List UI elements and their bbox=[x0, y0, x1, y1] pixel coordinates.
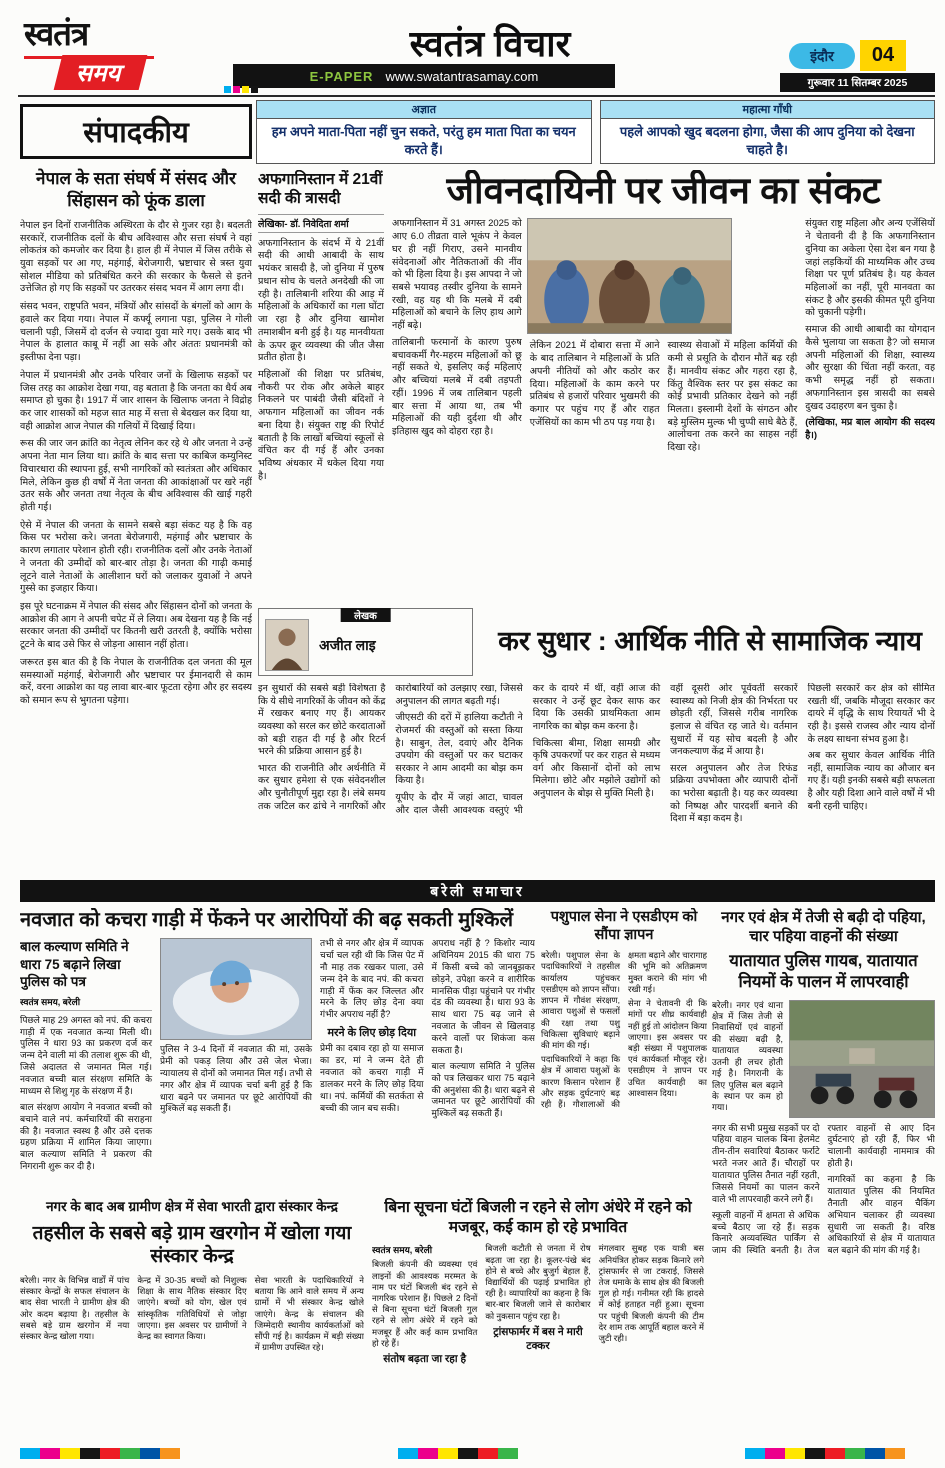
body-paragraph: तालिबानी फरमानों के कारण पुरुष बचावकर्मी गैर-महरम महिलाओं को छू नहीं सकते थे, इसलिए कई महिलाएं और बच्चियां मलबे में दबी तड़पती रहीं। 1996 में जब तालिबान पहली बार सत्ता में आया था, तब भी महिलाओं की यही दुर्दशा थी और इतिहास खुद को दोहरा रहा है। bbox=[392, 336, 522, 437]
main-article-columns bbox=[392, 218, 935, 604]
sub-headline: संतोष बढ़ता जा रहा है bbox=[383, 1353, 467, 1366]
power-headline: बिना सूचना घंटों बिजली न रहने से लोग अंधेरे में रहने को मजबूर, कई काम हो रहे प्रभावित bbox=[384, 1199, 692, 1237]
quote-boxes bbox=[256, 100, 935, 164]
body-paragraph: ऐसे में नेपाल की जनता के सामने सबसे बड़ा संकट यह है कि वह किस पर भरोसा करे। जनता बेरोजगारी, महंगाई और भ्रष्टाचार के कारण लगातार परेशान होती रही। राजनीतिक दलों और उनके नेताओं ने जनता की उम्मीदों को बार-बार तोड़ा है। जनता की गाढ़ी कमाई लूटने वाले नेताओं के आलीशान घरों को जलाकर युवाओं ने अपने गुस्से का इजहार किया। bbox=[20, 519, 252, 595]
baby-photo bbox=[160, 938, 312, 1040]
editorial-headline: नेपाल के सता संघर्ष में संसद और सिंहासन को फूंक डाला bbox=[36, 169, 236, 211]
body-paragraph: वहीं दूसरी ओर पूर्ववर्ती सरकारें स्वास्थ्य को निजी क्षेत्र की निर्भरता पर छोड़ती रहीं, जिससे गरीब नागरिक इलाज से वंचित रह जाते थे। वर्तमान सुधारों में यह सोच बदली है और जनकल्याण केंद्र में आया है। bbox=[670, 683, 798, 758]
body-paragraph: अफगानिस्तान में 31 अगस्त 2025 को आए 6.0 तीव्रता वाले भूकंप ने केवल घर ही नहीं गिराए, उसने मानवीय संवेदनाओं और नैतिकताओं की नींव को भी हिला दिया है। इस आपदा ने जो सबसे भयावह तस्वीर दुनिया के सामने रखी, वह यह थी कि मलबे में दबी महिलाओं को बचाने के लिए हाथ आगे नहीं बढ़े। bbox=[392, 218, 522, 332]
body-paragraph: अपराध नहीं है ? किशोर न्याय अधिनियम 2015 की धारा 75 में किसी बच्चे को जानबूझकर छोड़ने, उपेक्षा करने व शारीरिक मानसिक पीड़ा पहुंचाने पर गंभीर दंड की व्यवस्था है। धारा 93 के साथ धारा 75 बढ़ जाने से नवजात के जीवन से खिलवाड़ करने वालों पर शिकंजा कस सकता है। bbox=[431, 938, 535, 1055]
traffic-headline-1: नगर एवं क्षेत्र में तेजी से बढ़ी दो पहिया, चार पहिया वाहनों की संख्या bbox=[721, 909, 926, 946]
traffic-headline-2: यातायात पुलिस गायब, यातायात नियमों के पालन में लापरवाही bbox=[729, 952, 918, 992]
article-column bbox=[805, 218, 935, 604]
pashupal-headline: पशुपाल सेना ने एसडीएम को सौंपा ज्ञापन bbox=[550, 909, 698, 944]
epaper-label: E-PAPER bbox=[309, 68, 374, 84]
body-paragraph: बरेली। नगर के विभिन्न वार्डों में पांच संस्कार केन्द्रों के सफल संचालन के बाद सेवा भारती ने ग्रामीण क्षेत्र की ओर कदम बढ़ाया है। तहसील के सबसे बड़े ग्राम खरगोन में नया संस्कार केन्द्र खोला गया। bbox=[20, 1275, 130, 1342]
registration-marks bbox=[224, 86, 258, 93]
quote-author: महात्मा गाँधी bbox=[601, 101, 935, 119]
body-paragraph: मंगलवार सुबह एक यात्री बस अनियंत्रित होकर सड़क किनारे लगे ट्रांसफार्मर से जा टकराई, जिससे तेज धमाके के साथ क्षेत्र की बिजली गुल हो गई। गनीमत रही कि हादसे में कोई हताहत नहीं हुआ। सूचना पर पहुंची बिजली कंपनी की टीम देर शाम तक आपूर्ति बहाल करने में जुटी रही। bbox=[598, 1243, 704, 1344]
tax-headline: कर सुधार : आर्थिक नीति से सामाजिक न्याय bbox=[498, 626, 922, 657]
traffic-photo-row bbox=[712, 1000, 935, 1118]
body-paragraph: इस पूरे घटनाक्रम में नेपाल की संसद और सिंहासन दोनों को जनता के आक्रोश की आग ने अपनी चपेट में ले लिया। अब देखना यह है कि नई सरकार जनता की उम्मीदों पर कितनी खरी उतरती है, क्योंकि भरोसा टूटने के बाद उसे फिर से जोड़ना आसान नहीं होता। bbox=[20, 601, 252, 651]
sanskar-headline: तहसील के सबसे बड़े ग्राम खरगोन में खोला गया संस्कार केन्द्र bbox=[32, 1222, 352, 1268]
traffic-article bbox=[712, 908, 935, 1442]
quote-text: पहले आपको खुद बदलना होगा, जैसा की आप दुनिया को देखना चाहते है। bbox=[619, 124, 915, 157]
paper-title: स्वतंत्र विचार bbox=[409, 23, 571, 64]
body-paragraph: संयुक्त राष्ट्र महिला और अन्य एजेंसियों ने चेतावनी दी है कि अफगानिस्तान दुनिया का अकेला ऐसा देश बन गया है जहां लड़कियों की माध्यमिक और उच्च शिक्षा पर पूर्ण प्रतिबंध है। यह केवल महिलाओं का नहीं, पूरी मानवता का संकट है और इसकी कीमत पूरी दुनिया को चुकानी पड़ेगी। bbox=[805, 218, 935, 319]
body-paragraph: लेकिन 2021 में दोबारा सत्ता में आने के बाद तालिबान ने महिलाओं के प्रति अपनी नीतियों को और कठोर कर दिया। महिलाओं के काम करने पर प्रतिबंध से हजारों परिवार भुखमरी की कगार पर पहुंच गए हैं और राहत एजेंसियों का काम भी ठप पड़ गया है। bbox=[529, 340, 660, 428]
sanskar-body bbox=[20, 1275, 364, 1431]
traffic-body bbox=[712, 1123, 935, 1391]
epaper-bar bbox=[233, 64, 615, 88]
body-paragraph: नगर की सभी प्रमुख सड़कों पर दो पहिया वाहन चालक बिना हेलमेट तीन-तीन सवारियां बैठाकर फर्राटे भरते नजर आते हैं। चौराहों पर यातायात पुलिस तैनात नहीं रहती, जिससे नियमों का पालन करने वाले भी लापरवाही करने लगे हैं। bbox=[712, 1122, 820, 1204]
body-paragraph: महिलाओं की शिक्षा पर प्रतिबंध, नौकरी पर रोक और अकेले बाहर निकलने पर पाबंदी जैसी बंदिशों ने अफगान महिलाओं का जीवन नर्क बना दिया है। संयुक्त राष्ट्र की रिपोर्ट बताती है कि लाखों बच्चियां स्कूलों से वंचित कर दी गई हैं और उनका भविष्य अंधकार में धकेल दिया गया है। bbox=[258, 368, 384, 482]
main-article bbox=[258, 170, 935, 604]
newborn-subhead: बाल कल्याण समिति ने धारा 75 बढ़ाने लिखा पुलिस को पत्र bbox=[20, 939, 129, 990]
power-body bbox=[372, 1243, 704, 1435]
body-paragraph: नागरिकों का कहना है कि यातायात पुलिस की नियमित तैनाती और वाहन चैकिंग अभियान चलाकर ही व्यवस्था सुधारी जा सकती है। वरिष्ठ अधिकारियों से क्षेत्र में यातायात बल बढ़ाने की मांग की गई है। bbox=[827, 1174, 935, 1256]
body-paragraph: जरूरत इस बात की है कि नेपाल के राजनीतिक दल जनता की मूल समस्याओं महंगाई, बेरोजगारी और भ्रष्टाचार पर ईमानदारी से काम करें, वरना आक्रोश का यह लावा बार-बार फूटता रहेगा और हर सदस्य को समान रूप से भुगतना पड़ेगा। bbox=[20, 656, 252, 707]
main-article-kicker-column bbox=[258, 170, 384, 604]
print-color-bar bbox=[745, 1448, 905, 1459]
article-kicker: अफगानिस्तान में 21वीं सदी की त्रासदी bbox=[258, 171, 383, 208]
author-photo bbox=[265, 619, 309, 671]
body-paragraph: पिछले माह 29 अगस्त को नपं. की कचरा गाड़ी में एक नवजात कन्या मिली थी। पुलिस ने धारा 93 का प्रकरण दर्ज कर जन्म देने वाली मां की तलाश शुरू की थी, जिसे अदालत से जमानत मिल गई। नवजात बच्ची बाल संरक्षण समिति के माध्यम से शिशु गृह के संरक्षण में है। bbox=[20, 1014, 152, 1096]
body-paragraph: रूस की जार जन क्रांति का नेतृत्व लेनिन कर रहे थे और जनता ने उन्हें अपना नेता मान लिया था। क्रांति के बाद सत्ता पर काबिज कम्युनिस्ट विचारधारा की स्थापना हुई, सभी नागरिकों को स्वतंत्रता और अधिकार मिले, लेकिन कुछ ही वर्षों में नेता जनता की आकांक्षाओं पर खरे नहीं उतर सके और जनता तथा नेतृत्व के बीच अविश्वास की खाई गहरी होती गई। bbox=[20, 438, 252, 513]
edition-badge: इंदौर bbox=[789, 43, 855, 69]
body-paragraph: सेना ने चेतावनी दी कि मांगों पर शीघ्र कार्यवाही नहीं हुई तो आंदोलन किया जाएगा। इस अवसर पर बड़ी संख्या में पशुपालक एवं कार्यकर्ता मौजूद रहे। एसडीएम ने ज्ञापन पर उचित कार्यवाही का आश्वासन दिया। bbox=[628, 998, 707, 1098]
logo-text-top: स्वतंत्र bbox=[24, 15, 89, 52]
body-paragraph: नेपाल में प्रधानमंत्री और उनके परिवार जनों के खिलाफ सड़कों पर जिस तरह का आक्रोश देखा गया, वह बताता है कि जनता का धैर्य अब समाप्त हो चुका है। 1917 में जार शासन के खिलाफ जनता ने विद्रोह कर जार शासकों को महज सात माह में सत्ता से बेदखल कर दिया था, वही आक्रोश आज नेपाल की गलियों में दिखाई दिया। bbox=[20, 369, 252, 432]
article-byline: स्वतंत्र समय, बरेली bbox=[20, 995, 152, 1011]
quote-box-unknown bbox=[256, 100, 592, 164]
article-photo bbox=[527, 218, 732, 334]
main-article-right bbox=[392, 170, 935, 604]
body-paragraph: बिजली कंपनी की व्यवस्था एवं लाइनों की आवश्यक मरम्मत के नाम पर घंटों बिजली बंद रहने से नागरिक परेशान हैं। पिछले 2 दिनों से बिना सूचना घंटों बिजली गुल रहने से लोग अंधेरे में रहने को मजबूर हैं और कई काम प्रभावित हो रहे हैं। bbox=[372, 1259, 478, 1348]
pashupal-article bbox=[541, 908, 707, 1194]
body-paragraph: यूपीए के दौर में जहां आटा, चावल और दाल जैसी आवश्यक वस्तुएं भी कर के दायरे में थीं, वहीं आज की सरकार ने उन्हें छूट देकर साफ कर दिया कि उसकी प्राथमिकता आम नागरिक का बोझ कम करना है। bbox=[395, 683, 661, 816]
body-paragraph: बाल संरक्षण आयोग ने नवजात बच्ची को बचाने वाले नपं. कर्मचारियों की सराहना की है। नवजात स्वस्थ है और उसे दत्तक ग्रहण प्रक्रिया में शामिल किया जाएगा। बाल कल्याण समिति ने प्रकरण की निगरानी शुरू कर दी है। bbox=[20, 1101, 152, 1172]
quote-author: अज्ञात bbox=[257, 101, 591, 119]
body-paragraph: बरेली। पशुपाल सेना के पदाधिकारियों ने तहसील कार्यालय पहुंचकर एसडीएम को ज्ञापन सौंपा। ज्ञापन में गौवंश संरक्षण, आवारा पशुओं से फसलों की रक्षा तथा पशु चिकित्सा सुविधाएं बढ़ाने की मांग की गई। bbox=[541, 950, 620, 1050]
article-column bbox=[160, 938, 312, 1177]
article-byline: स्वतंत्र समय, बरेली bbox=[372, 1245, 433, 1256]
article-column bbox=[320, 938, 424, 1177]
body-paragraph: इन सुधारों की सबसे बड़ी विशेषता है कि ये सीधे नागरिकों के जीवन को केंद्र में रखकर बनाए गए हैं। आयकर व्यवस्था को सरल कर छोटे करदाताओं को बड़ी राहत दी गई है और रिटर्न भरने की प्रक्रिया आसान हुई है। bbox=[258, 683, 386, 758]
tax-article-header bbox=[258, 608, 935, 676]
article-byline: लेखिका- डॉ. निवेदिता शर्मा bbox=[258, 214, 384, 233]
body-paragraph: सरल अनुपालन और तेज रिफंड प्रक्रिया उपभोक्ता और व्यापारी दोनों का भरोसा बढ़ाती है। यह कर व्यवस्था को निष्पक्ष और पारदर्शी बनाने की दिशा में बड़ा कदम है। bbox=[670, 762, 798, 825]
article-column bbox=[432, 938, 536, 1177]
body-paragraph: संसद भवन, राष्ट्रपति भवन, मंत्रियों और सांसदों के बंगलों को आग के हवाले कर दिया गया। नेपाल में कर्फ्यू लगाना पड़ा, पुलिस ने गोली चलानी पड़ी, जिसमें दो दर्जन से ज्यादा युवा मारे गए। उसके बाद भी नेपाल के हालात काबू में नहीं आ सके और अंततः प्रधानमंत्री को इस्तीफा देना पड़ा। bbox=[20, 301, 252, 364]
newborn-columns bbox=[20, 938, 535, 1177]
main-headline: जीवनदायिनी पर जीवन का संकट bbox=[446, 170, 881, 211]
sub-headline: ट्रांसफार्मर में बस ने मारी टक्कर bbox=[493, 1325, 583, 1352]
body-paragraph: पुलिस ने 3-4 दिनों में नवजात की मां, उसके प्रेमी को पकड़ लिया और उसे जेल भेजा। न्यायालय से दोनों को जमानत मिल गई। तभी से नगर और क्षेत्र में व्यापक चर्चा बनी हुई है कि धारा बढ़ने पर जमानत पर छूटे आरोपियों की मुश्किलें बढ़ सकती हैं। bbox=[160, 1044, 312, 1114]
newborn-headline: नवजात को कचरा गाड़ी में फेंकने पर आरोपियों की बढ़ सकती मुश्किलें bbox=[20, 909, 514, 931]
traffic-photo bbox=[789, 1000, 935, 1118]
sub-headline: मरने के लिए छोड़ दिया bbox=[327, 1027, 417, 1040]
body-paragraph: भारत की राजनीति और अर्थनीति में कर सुधार हमेशा से एक संवेदनशील और चुनौतीपूर्ण मुद्दा रहा है। लंबे समय तक जटिल कर ढांचे ने नागरिकों और कारोबारियों को उलझाए रखा, जिससे अनुपालन की लागत बढ़ती गई। bbox=[258, 683, 523, 812]
header-divider bbox=[18, 95, 935, 97]
body-paragraph: नेपाल इन दिनों राजनीतिक अस्थिरता के दौर से गुजर रहा है। बदलती सरकारें, राजनीतिक दलों के बीच अविश्वास और सत्ता संघर्ष ने वहां लोकतंत्र को कमजोर कर दिया है। हाल ही में नेपाल में जिस तरीके से युवा सड़कों पर आ गए, महंगाई, बेरोजगारी, भ्रष्टाचार से त्रस्त युवा सोशल मीडिया को प्रतिबंधित करने की सरकार के फैसले से इतने उत्तेजित हो गए कि सड़कों पर उतरकर संसद भवन में आग लगा दी। bbox=[20, 219, 252, 295]
body-paragraph: प्रेमी का दबाव रहा हो या समाज का डर, मां ने जन्म देते ही नवजात को कचरा गाड़ी में डालकर मरने के लिए छोड़ दिया था। नपं. कर्मियों की सतर्कता से बच्ची की जान बच सकी। bbox=[320, 1043, 424, 1113]
tax-article-body bbox=[258, 683, 935, 874]
body-paragraph: स्कूली वाहनों में क्षमता से अधिक बच्चे बैठाए जा रहे हैं। सड़क किनारे अव्यवस्थित पार्किंग से जाम की स्थिति बनती है। तेज रफ्तार वाहनों से आए दिन दुर्घटनाएं हो रही हैं, फिर भी चालानी कार्यवाही नाममात्र की होती है। bbox=[712, 1122, 935, 1256]
website-link[interactable]: www.swatantrasamay.com bbox=[385, 68, 539, 84]
body-paragraph: अब कर सुधार केवल आर्थिक नीति नहीं, सामाजिक न्याय का औजार बन गए हैं। यही इनकी सबसे बड़ी सफलता है और यही दिशा आने वाले वर्षों में भी बनी रहनी चाहिए। bbox=[807, 750, 935, 812]
body-paragraph: पदाधिकारियों ने कहा कि क्षेत्र में आवारा पशुओं के कारण किसान परेशान हैं और सड़क दुर्घटनाएं बढ़ रही हैं। गौशालाओं की क्षमता बढ़ाने और चारागाह की भूमि को अतिक्रमण मुक्त कराने की मांग भी रखी गई। bbox=[541, 950, 707, 1110]
editorial-column bbox=[20, 104, 252, 876]
author-name: अजीत लाइ bbox=[319, 636, 376, 653]
author-footnote: (लेखिका, मप्र बाल आयोग की सदस्य है।) bbox=[805, 417, 935, 441]
sanskar-kicker: नगर के बाद अब ग्रामीण क्षेत्र में सेवा भारती द्वारा संस्कार केन्द्र bbox=[46, 1199, 338, 1214]
body-paragraph: समाज की आधी आबादी का योगदान कैसे भुलाया जा सकता है? जो समाज अपनी महिलाओं की शिक्षा, स्वास्थ्य और सुरक्षा की चिंता नहीं करता, वह कभी समृद्ध नहीं हो सकता। अफगानिस्तान इस त्रासदी का सबसे दुखद उदाहरण बन चुका है। bbox=[805, 324, 935, 412]
body-paragraph: केन्द्र में 30-35 बच्चों को निशुल्क शिक्षा के साथ नैतिक संस्कार दिए जाएंगे। बच्चों को योग, खेल एवं सांस्कृतिक गतिविधियों से जोड़ा जाएगा। इस अवसर पर ग्रामीणों ने केन्द्र का स्वागत किया। bbox=[137, 1275, 247, 1342]
body-paragraph: अफगानिस्तान के संदर्भ में ये 21वीं सदी की आधी आबादी के साथ भयंकर त्रासदी है, जो दुनिया में पुरुष प्रधान सोच के चलते अनदेखी की जा रही है। तालिबानी शरिया की आड़ में महिलाओं के अधिकारों का गला घोंटा जा रहा है और दुनिया खामोश तमाशबीन बनी हुई है। यह मानवीयता के ऊपर क्रूर व्यवस्था की जीत जैसा प्रतीत होता है। bbox=[258, 237, 384, 364]
author-label: लेखक bbox=[340, 608, 391, 622]
masthead-logo bbox=[24, 10, 174, 90]
date-bar: गुरूवार 11 सितम्बर 2025 bbox=[780, 73, 935, 92]
article-column bbox=[20, 938, 152, 1177]
quote-box-gandhi bbox=[600, 100, 936, 164]
editorial-body bbox=[20, 220, 252, 708]
print-color-bar bbox=[20, 1448, 180, 1459]
body-paragraph: बाल कल्याण समिति ने पुलिस को पत्र लिखकर धारा 75 बढ़ाने की अनुशंसा की है। धारा बढ़ने से जमानत पर छूटे आरोपियों की मुश्किलें बढ़ सकती हैं। bbox=[431, 1060, 535, 1119]
body-paragraph: स्वास्थ्य सेवाओं में महिला कर्मियों की कमी से प्रसूति के दौरान मौतें बढ़ रही हैं। मानवीय संकट और गहरा रहा है, किंतु वैश्विक स्तर पर इस संकट का कोई प्रभावी प्रतिकार देखने को नहीं मिलता। इस्लामी देशों के संगठन और बड़े मुस्लिम मुल्क भी चुप्पी साधे बैठे हैं, आलोचना तक करने का साहस नहीं दिखा रहे। bbox=[667, 340, 798, 454]
body-paragraph: तभी से नगर और क्षेत्र में व्यापक चर्चा चल रही थी कि जिस पेट में नौ माह तक रखकर पाला, उसे जन्म देने के बाद नपं. की कचरा गाड़ी में फेंक कर जिल्लत और मरने के लिए छोड़ देना क्या गंभीर अपराध नहीं है? bbox=[320, 938, 424, 1020]
page-number-badge: 04 bbox=[860, 40, 906, 71]
body-paragraph: पिछली सरकारें कर क्षेत्र को सीमित रखती थीं, जबकि मौजूदा सरकार कर दायरे में वृद्धि के साथ रियायतें भी दे रही है। इससे राजस्व और न्याय दोनों के लक्ष्य साधना संभव हुआ है। bbox=[807, 683, 935, 745]
power-article bbox=[372, 1198, 704, 1442]
author-box bbox=[258, 608, 473, 676]
body-paragraph: सेवा भारती के पदाधिकारियों ने बताया कि आने वाले समय में अन्य ग्रामों में भी संस्कार केन्द्र खोले जाएंगे। केन्द्र के संचालन की जिम्मेदारी स्थानीय कार्यकर्ताओं को सौंपी गई है। कार्यक्रम में बड़ी संख्या में ग्रामीण उपस्थित रहे। bbox=[254, 1275, 364, 1353]
print-color-bar bbox=[398, 1448, 518, 1459]
body-paragraph: बिजली कटौती से जनता में रोष बढ़ता जा रहा है। कूलर-पंखे बंद होने से बच्चे और बुजुर्ग बेहाल हैं, विद्यार्थियों की पढ़ाई प्रभावित हो रही है। व्यापारियों का कहना है कि बार-बार बिजली जाने से कारोबार को नुकसान पहुंच रहा है। bbox=[485, 1243, 591, 1321]
city-section-band: बरेली समाचार bbox=[20, 880, 935, 902]
newborn-article bbox=[20, 908, 535, 1194]
quote-text: हम अपने माता-पिता नहीं चुन सकते, परंतु हम माता पिता का चयन करते हैं। bbox=[271, 124, 576, 157]
body-paragraph: बरेली। नगर एवं थाना क्षेत्र में जिस तेजी से निवासियों एवं वाहनों की संख्या बढ़ी है, यातायात व्यवस्था उतनी ही लचर होती गई है। निगरानी के लिए पुलिस बल बढ़ाने के स्थान पर कम हो गया। bbox=[712, 999, 783, 1113]
article-column bbox=[392, 218, 522, 604]
editorial-section-title: संपादकीय bbox=[20, 104, 252, 159]
pashupal-body bbox=[541, 950, 707, 1184]
logo-text-bottom: समय bbox=[54, 55, 147, 90]
body-paragraph: चिकित्सा बीमा, शिक्षा सामग्री और कृषि उपकरणों पर कर राहत से मध्यम वर्ग और किसानों दोनों को लाभ मिलेगा। छोटे और मझोले उद्योगों को अनुपालन के बोझ से मुक्ति मिली है। bbox=[532, 737, 661, 799]
sanskar-article bbox=[20, 1198, 364, 1442]
tax-article bbox=[258, 608, 935, 874]
body-paragraph: जीएसटी की दरों में हालिया कटौती ने रोजमर्रा की वस्तुओं को सस्ता किया है। साबुन, तेल, दवाएं और दैनिक उपयोग की वस्तुओं पर कर घटाकर सरकार ने आम आदमी का बोझ कम किया है। bbox=[395, 712, 523, 787]
